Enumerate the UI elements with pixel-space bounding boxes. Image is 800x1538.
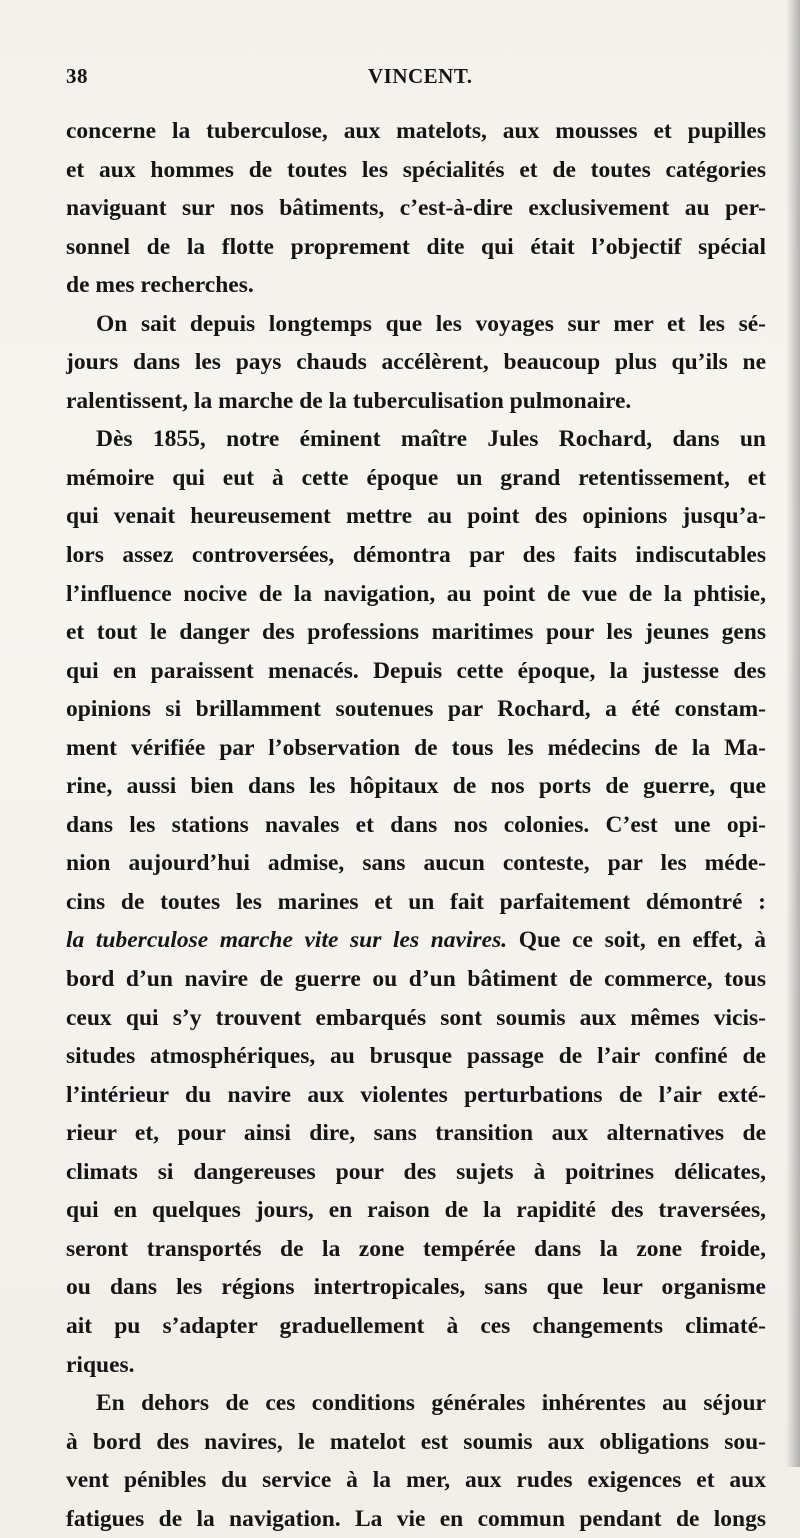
- text-line: concerne la tuberculose, aux matelots, aux mousses et pupilles: [66, 118, 766, 144]
- page-header: [66, 64, 766, 92]
- text-line: l’influence nocive de la navigation, au point de vue de la phtisie,: [66, 580, 766, 607]
- page-edge-shadow: [786, 0, 800, 1467]
- text-line: ment vérifiée par l’observation de tous les médecins de la Ma-: [66, 734, 766, 761]
- text-line: riques.: [66, 1351, 135, 1378]
- text-line: qui en paraissent menacés. Depuis cette époque, la justesse des: [66, 657, 766, 684]
- text-line: fatigues de la navigation. La vie en commun pendant de longs: [66, 1505, 766, 1532]
- text-line: opinions si brillamment soutenues par Rochard, a été constam-: [66, 696, 766, 723]
- text-line: ceux qui s’y trouvent embarqués sont soumis aux mêmes vicis-: [66, 1004, 766, 1031]
- text-line: vent pénibles du service à la mer, aux rudes exigences et aux: [66, 1467, 766, 1494]
- text-line: seront transportés de la zone tempérée dans la zone froide,: [66, 1235, 766, 1262]
- text-line: et aux hommes de toutes les spécialités et de toutes catégories: [66, 156, 766, 183]
- text-line: nion aujourd’hui admise, sans aucun conteste, par les méde-: [66, 850, 766, 877]
- line-text: Que ce soit, en effet, à: [507, 927, 766, 954]
- text-line: lors assez controversées, démontra par des faits indiscutables: [66, 542, 766, 569]
- text-line: sonnel de la flotte proprement dite qui était l’objectif spécial: [66, 233, 766, 260]
- text-line: ou dans les régions intertropicales, sans que leur organisme: [66, 1274, 766, 1301]
- text-line: On sait depuis longtemps que les voyages sur mer et les sé-: [96, 310, 766, 337]
- text-line: rieur et, pour ainsi dire, sans transition aux alternatives de: [66, 1120, 766, 1147]
- text-line: situdes atmosphériques, au brusque passage de l’air confiné de: [66, 1043, 766, 1070]
- text-line: à bord des navires, le matelot est soumis aux obligations sou-: [66, 1428, 766, 1455]
- text-line: Dès 1855, notre éminent maître Jules Rochard, dans un: [96, 426, 766, 453]
- page-number: 38: [66, 64, 88, 88]
- italic-phrase: la tuberculose marche vite sur les navires.: [66, 927, 508, 954]
- text-line: qui venait heureusement mettre au point des opinions jusqu’a-: [66, 503, 766, 530]
- text-line: bord d’un navire de guerre ou d’un bâtiment de commerce, tous: [66, 966, 766, 993]
- text-line: l’intérieur du navire aux violentes perturbations de l’air exté-: [66, 1081, 766, 1108]
- text-line: ralentissent, la marche de la tuberculisation pulmonaire.: [66, 387, 632, 414]
- text-line: jours dans les pays chauds accélèrent, beaucoup plus qu’ils ne: [66, 349, 766, 376]
- text-line: En dehors de ces conditions générales inhérentes au séjour: [96, 1390, 766, 1417]
- text-line: climats si dangereuses pour des sujets à poitrines délicates,: [66, 1158, 766, 1185]
- text-line: ait pu s’adapter graduellement à ces changements climaté-: [66, 1312, 766, 1339]
- body-text: [66, 112, 766, 1538]
- text-line: rine, aussi bien dans les hôpitaux de nos ports de guerre, que: [66, 773, 766, 800]
- text-line: de mes recherches.: [66, 272, 254, 299]
- text-line: mémoire qui eut à cette époque un grand retentissement, et: [66, 464, 766, 491]
- text-line: qui en quelques jours, en raison de la rapidité des traversées,: [66, 1197, 766, 1224]
- text-line: cins de toutes les marines et un fait parfaitement démontré :: [66, 888, 766, 915]
- text-line: dans les stations navales et dans nos colonies. C’est une opi-: [66, 811, 766, 838]
- text-line: [66, 921, 766, 960]
- running-head: VINCENT.: [368, 64, 473, 88]
- text-line: naviguant sur nos bâtiments, c’est-à-dire exclusivement au per-: [66, 195, 766, 222]
- text-line: et tout le danger des professions maritimes pour les jeunes gens: [66, 619, 766, 646]
